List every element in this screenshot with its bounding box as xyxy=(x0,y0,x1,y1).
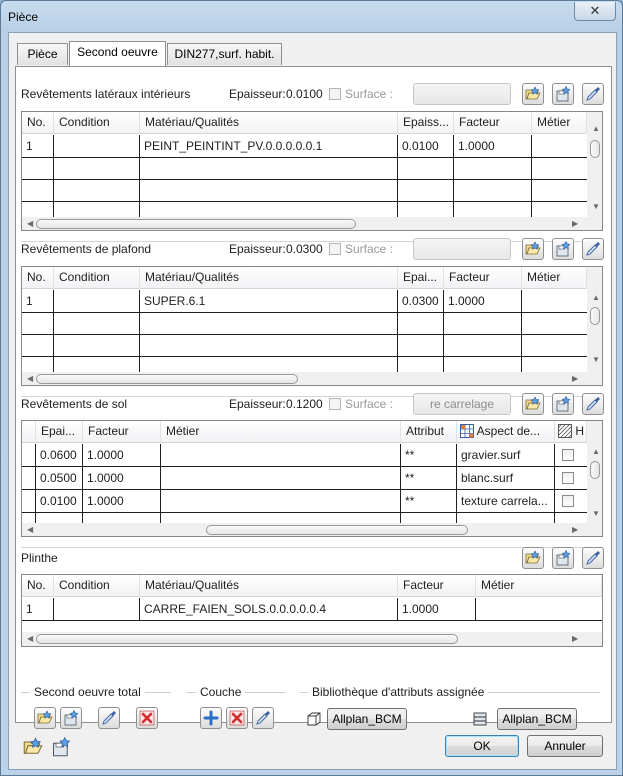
floor-open-button[interactable] xyxy=(522,393,544,415)
grid-line xyxy=(139,598,140,620)
lateral-row-1-trade[interactable] xyxy=(532,135,587,157)
col-material[interactable]: Matériau/Qualités xyxy=(140,575,398,597)
dialog-client xyxy=(8,32,617,770)
delete-x-icon xyxy=(139,710,155,726)
grid-line xyxy=(139,135,140,219)
ceiling-hscroll[interactable]: ◀ ▶ xyxy=(22,372,602,386)
skirting-open-button[interactable] xyxy=(522,547,544,569)
ceiling-surface-field xyxy=(413,238,511,260)
col-trade[interactable]: Métier xyxy=(161,421,401,443)
lateral-vscroll-thumb[interactable] xyxy=(590,140,600,158)
cube-icon xyxy=(306,711,322,727)
floor-row-2-attribute[interactable]: ** xyxy=(405,471,415,485)
lateral-grid xyxy=(21,111,603,231)
ceiling-surface-label: Surface : xyxy=(345,242,394,256)
ceiling-open-button[interactable] xyxy=(522,238,544,260)
lateral-row-1-no[interactable]: 1 xyxy=(26,139,33,153)
lateral-row-1-material[interactable]: PEINT_PEINTINT_PV.0.0.0.0.0.1 xyxy=(144,139,323,153)
grid-line xyxy=(22,157,587,158)
eyedropper-icon xyxy=(585,550,601,566)
col-trade[interactable]: Métier xyxy=(522,267,587,289)
ceiling-thickness-value: 0.0300 xyxy=(286,242,323,256)
lateral-thickness-value: 0.0100 xyxy=(286,87,323,101)
col-condition[interactable]: Condition xyxy=(54,112,140,134)
skirting-row-1-material[interactable]: CARRE_FAIEN_SOLS.0.0.0.0.0.4 xyxy=(144,602,327,616)
ceiling-row-1-material[interactable]: SUPER.6.1 xyxy=(144,294,206,308)
col-h-label: H xyxy=(575,424,585,438)
grid-line xyxy=(397,135,398,219)
footer-open-icon[interactable] xyxy=(23,737,43,757)
grid-line xyxy=(22,356,587,357)
folder-open-icon xyxy=(525,396,541,412)
skirting-row-1-no[interactable]: 1 xyxy=(26,602,33,616)
lateral-hscroll-thumb[interactable] xyxy=(36,219,356,229)
ceiling-grid-header xyxy=(22,267,587,289)
folder-open-icon xyxy=(525,86,541,102)
total-delete-button[interactable] xyxy=(136,707,158,729)
floor-row-2-thickness[interactable]: 0.0500 xyxy=(40,471,77,485)
skirting-row-1-factor[interactable]: 1.0000 xyxy=(402,602,439,616)
layer-pick-button[interactable] xyxy=(252,707,274,729)
floor-row-3-aspect[interactable]: texture carrela... xyxy=(461,494,548,508)
floor-row-3-checkbox[interactable] xyxy=(562,495,574,507)
col-thickness[interactable]: Epai... xyxy=(398,267,444,289)
eyedropper-icon xyxy=(585,396,601,412)
lateral-row-1-thickness[interactable]: 0.0100 xyxy=(402,139,439,153)
floor-row-1-checkbox[interactable] xyxy=(562,449,574,461)
ceiling-row-1-thickness[interactable]: 0.0300 xyxy=(402,294,439,308)
eyedropper-icon xyxy=(585,86,601,102)
grid-line xyxy=(475,598,476,620)
col-h[interactable] xyxy=(555,421,587,443)
lateral-open-button[interactable] xyxy=(522,83,544,105)
col-indicator xyxy=(22,421,36,443)
total-open-button[interactable] xyxy=(34,707,56,729)
col-material[interactable]: Matériau/Qualités xyxy=(140,112,398,134)
lateral-surface-checkbox[interactable] xyxy=(329,88,341,100)
folder-open-icon xyxy=(525,241,541,257)
save-favorite-icon xyxy=(555,396,571,412)
library-button-1[interactable]: Allplan_BCM xyxy=(327,708,407,730)
eyedropper-icon xyxy=(585,241,601,257)
ceiling-vscroll-thumb[interactable] xyxy=(590,307,600,325)
save-favorite-icon xyxy=(555,241,571,257)
skirting-title: Plinthe xyxy=(21,551,58,565)
skirting-save-button[interactable] xyxy=(552,547,574,569)
group-library-title: Bibliothèque d'attributs assignée xyxy=(308,685,488,699)
floor-thickness-value: 0.1200 xyxy=(286,397,323,411)
col-aspect-label: Aspect de... xyxy=(476,424,541,438)
skirting-pick-button[interactable] xyxy=(582,547,604,569)
skirting-grid-header xyxy=(22,575,602,597)
floor-vscroll[interactable]: ▲ ▼ xyxy=(587,421,603,524)
floor-hscroll[interactable]: ◀ ▶ xyxy=(22,523,602,537)
col-thickness[interactable]: Epaiss... xyxy=(398,112,454,134)
col-factor[interactable]: Facteur xyxy=(83,421,161,443)
tab-piece[interactable]: Pièce xyxy=(17,43,68,65)
lateral-pick-button[interactable] xyxy=(582,83,604,105)
col-factor[interactable]: Facteur xyxy=(454,112,532,134)
lateral-title: Revêtements latéraux intérieurs xyxy=(21,87,191,101)
floor-row-2-checkbox[interactable] xyxy=(562,472,574,484)
col-no[interactable]: No. xyxy=(22,575,54,597)
floor-row-3-trade[interactable] xyxy=(161,490,401,512)
delete-x-icon xyxy=(229,710,245,726)
floor-row-2-factor[interactable]: 1.0000 xyxy=(87,471,124,485)
grid-line xyxy=(397,598,398,620)
grid-line xyxy=(139,290,140,374)
floor-thickness-label: Epaisseur: xyxy=(229,397,286,411)
save-favorite-icon xyxy=(63,710,79,726)
skirting-grid xyxy=(21,574,603,647)
skirting-hscroll[interactable]: ◀ ▶ xyxy=(22,632,602,646)
group-total-title: Second oeuvre total xyxy=(30,685,145,699)
lateral-row-1-factor[interactable]: 1.0000 xyxy=(458,139,495,153)
ceiling-surface-checkbox[interactable] xyxy=(329,243,341,255)
ceiling-save-button[interactable] xyxy=(552,238,574,260)
grid-line xyxy=(22,620,602,621)
ceiling-vscroll[interactable]: ▲ ▼ xyxy=(587,267,603,373)
floor-pick-button[interactable] xyxy=(582,393,604,415)
col-trade[interactable]: Métier xyxy=(532,112,587,134)
ok-button[interactable]: OK xyxy=(445,735,519,757)
tab-second-oeuvre[interactable]: Second oeuvre xyxy=(69,41,166,66)
lateral-row-1-condition[interactable] xyxy=(54,135,140,157)
floor-surface-label: Surface : xyxy=(345,397,394,411)
floor-grid xyxy=(21,420,603,537)
ceiling-thickness-label: Epaisseur: xyxy=(229,242,286,256)
floor-surface-checkbox[interactable] xyxy=(329,398,341,410)
floor-surface-field[interactable]: re carrelage xyxy=(413,393,511,415)
col-trade[interactable]: Métier xyxy=(476,575,602,597)
skirting-hscroll-thumb[interactable] xyxy=(36,634,458,644)
save-favorite-icon xyxy=(555,550,571,566)
col-factor[interactable]: Facteur xyxy=(444,267,522,289)
floor-row-1-trade[interactable] xyxy=(161,444,401,466)
col-factor[interactable]: Facteur xyxy=(398,575,476,597)
grid-line xyxy=(531,135,532,219)
grid-line xyxy=(22,179,587,180)
floor-row-3-thickness[interactable]: 0.0100 xyxy=(40,494,77,508)
floor-row-1-aspect[interactable]: gravier.surf xyxy=(461,448,521,462)
grid-line xyxy=(443,290,444,374)
total-save-button[interactable] xyxy=(60,707,82,729)
col-no[interactable]: No. xyxy=(22,112,54,134)
hatch-icon xyxy=(558,424,572,438)
col-condition[interactable]: Condition xyxy=(54,267,140,289)
ceiling-pick-button[interactable] xyxy=(582,238,604,260)
floor-row-1-factor[interactable]: 1.0000 xyxy=(87,448,124,462)
eyedropper-icon xyxy=(101,710,117,726)
folder-open-icon xyxy=(525,550,541,566)
folder-open-icon xyxy=(37,710,53,726)
ceiling-title: Revêtements de plafond xyxy=(21,242,152,256)
floor-row-1-thickness[interactable]: 0.0600 xyxy=(40,448,77,462)
skirting-row-1-condition[interactable] xyxy=(54,598,140,620)
lateral-surface-field xyxy=(413,83,511,105)
ceiling-grid xyxy=(21,266,603,386)
grid-line xyxy=(453,135,454,219)
close-button[interactable]: ✕ xyxy=(574,2,616,21)
group-layer-title: Couche xyxy=(196,685,245,699)
ceiling-row-1-no[interactable]: 1 xyxy=(26,294,33,308)
eyedropper-icon xyxy=(255,710,271,726)
grid-line xyxy=(22,334,587,335)
grid-line xyxy=(53,135,54,219)
database-icon xyxy=(472,711,488,727)
floor-save-button[interactable] xyxy=(552,393,574,415)
ceiling-hscroll-thumb[interactable] xyxy=(36,374,298,384)
col-material[interactable]: Matériau/Qualités xyxy=(140,267,398,289)
grid-line xyxy=(53,290,54,374)
col-attribute[interactable]: Attribut xyxy=(401,421,457,443)
layer-delete-button[interactable] xyxy=(226,707,248,729)
grid-line xyxy=(22,312,587,313)
total-pick-button[interactable] xyxy=(98,707,120,729)
col-condition[interactable]: Condition xyxy=(54,575,140,597)
layer-add-button[interactable] xyxy=(200,707,222,729)
floor-row-2-trade[interactable] xyxy=(161,467,401,489)
floor-title: Revêtements de sol xyxy=(21,397,128,411)
lateral-save-button[interactable] xyxy=(552,83,574,105)
col-no[interactable]: No. xyxy=(22,267,54,289)
floor-row-1-attribute[interactable]: ** xyxy=(405,448,415,462)
ceiling-row-1-condition[interactable] xyxy=(54,290,140,312)
lateral-grid-header xyxy=(22,112,587,134)
col-thickness[interactable]: Epai... xyxy=(36,421,83,443)
ceiling-row-1-factor[interactable]: 1.0000 xyxy=(448,294,485,308)
grid-line xyxy=(22,201,587,202)
lateral-surface-label: Surface : xyxy=(345,87,394,101)
floor-row-3-factor[interactable]: 1.0000 xyxy=(87,494,124,508)
grid-line xyxy=(22,466,587,467)
tab-panel-second-oeuvre xyxy=(15,66,612,726)
floor-hscroll-thumb[interactable] xyxy=(206,525,468,535)
title-bar xyxy=(1,1,622,33)
grid-line xyxy=(22,512,587,513)
library-button-2[interactable]: Allplan_BCM xyxy=(497,708,577,730)
texture-grid-icon xyxy=(460,424,474,438)
grid-line xyxy=(521,290,522,374)
ceiling-row-1-trade[interactable] xyxy=(522,290,587,312)
floor-row-3-attribute[interactable]: ** xyxy=(405,494,415,508)
separator xyxy=(21,547,603,548)
skirting-row-1-trade[interactable] xyxy=(476,598,602,620)
floor-row-2-aspect[interactable]: blanc.surf xyxy=(461,471,514,485)
cancel-button[interactable]: Annuler xyxy=(527,735,603,757)
lateral-vscroll[interactable]: ▲ ▼ xyxy=(587,112,603,218)
window-title: Pièce xyxy=(8,10,39,24)
lateral-hscroll[interactable]: ◀ ▶ xyxy=(22,217,602,231)
floor-vscroll-thumb[interactable] xyxy=(590,461,600,479)
tab-din277[interactable]: DIN277,surf. habit. xyxy=(167,43,282,65)
plus-icon xyxy=(203,710,219,726)
lateral-thickness-label: Epaisseur: xyxy=(229,87,286,101)
grid-line xyxy=(53,598,54,620)
footer-save-icon[interactable] xyxy=(51,737,71,757)
grid-line xyxy=(22,489,587,490)
grid-line xyxy=(397,290,398,374)
floor-grid-header xyxy=(22,421,587,443)
col-aspect[interactable] xyxy=(457,421,555,443)
save-favorite-icon xyxy=(555,86,571,102)
